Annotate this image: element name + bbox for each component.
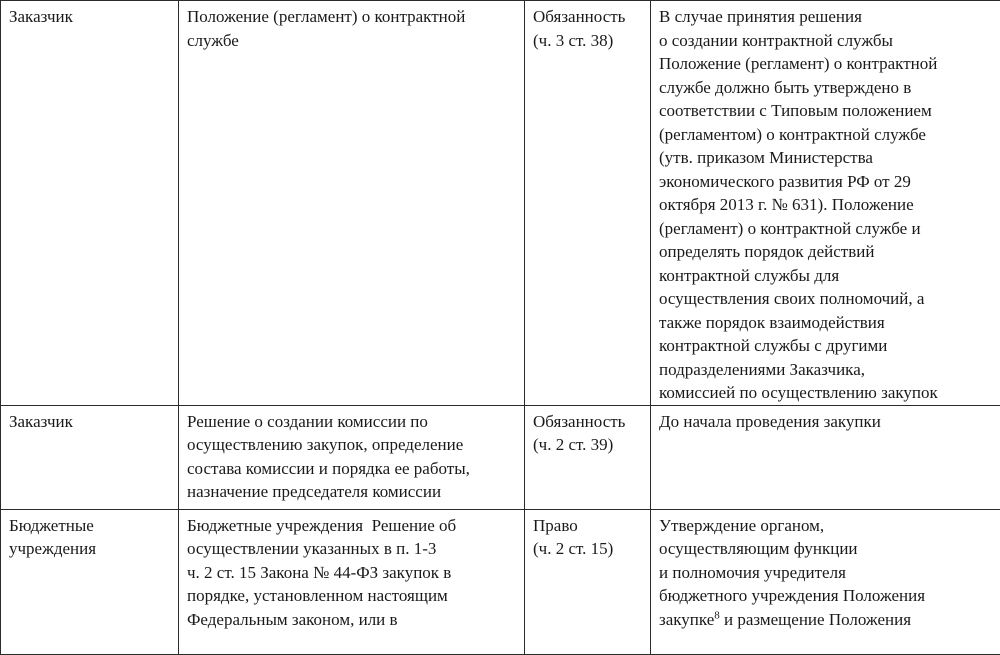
note-cell — [651, 1, 1000, 406]
cell-line: осуществляющим функции — [659, 537, 994, 561]
cell-line: осуществления своих полномочий, а — [659, 287, 994, 311]
cell-line: соответствии с Типовым положением — [659, 99, 994, 123]
cell-line: Решение о создании комиссии по — [187, 410, 518, 434]
cell-line: экономического развития РФ от 29 — [659, 170, 994, 194]
cell-line: ч. 2 ст. 15 Закона № 44-ФЗ закупок в — [187, 561, 518, 585]
cell-line: Право — [533, 514, 644, 538]
subject-cell — [1, 1, 179, 406]
cell-line: Заказчик — [9, 410, 172, 434]
cell-line: контрактной службы для — [659, 264, 994, 288]
cell-line: (утв. приказом Министерства — [659, 146, 994, 170]
cell-line: также порядок взаимодействия — [659, 311, 994, 335]
cell-line: и полномочия учредителя — [659, 561, 994, 585]
cell-line: Обязанность — [533, 410, 644, 434]
cell-line: службе должно быть утверждено в — [659, 76, 994, 100]
cell-line: контрактной службы с другими — [659, 334, 994, 358]
cell-line: Бюджетные учреждения Решение об — [187, 514, 518, 538]
type-cell — [525, 1, 651, 406]
footnote-marker: 8 — [714, 609, 720, 621]
cell-line: Положение (регламент) о контрактной — [659, 52, 994, 76]
note-text: закупке — [659, 610, 714, 629]
cell-line: определять порядок действий — [659, 240, 994, 264]
cell-line: о создании контрактной службы — [659, 29, 994, 53]
cell-line: осуществлению закупок, определение — [187, 433, 518, 457]
cell-line: Бюджетные — [9, 514, 172, 538]
subject-cell — [1, 405, 179, 509]
cell-line: В случае принятия решения — [659, 5, 994, 29]
cell-line: учреждения — [9, 537, 172, 561]
subject-cell — [1, 509, 179, 654]
table-row — [1, 405, 1000, 509]
document-cell — [179, 509, 525, 654]
cell-line: (ч. 3 ст. 38) — [533, 29, 644, 53]
cell-line: службе — [187, 29, 518, 53]
type-cell — [525, 405, 651, 509]
cell-line: комиссией по осуществлению закупок — [659, 381, 994, 405]
cell-line: Положение (регламент) о контрактной — [187, 5, 518, 29]
cell-line — [659, 608, 994, 632]
note-cell — [651, 509, 1000, 654]
table-row — [1, 509, 1000, 654]
cell-line: октября 2013 г. № 631). Положение — [659, 193, 994, 217]
cell-line: назначение председателя комиссии — [187, 480, 518, 504]
cell-line: Утверждение органом, — [659, 514, 994, 538]
cell-line: (ч. 2 ст. 39) — [533, 433, 644, 457]
cell-line: осуществлении указанных в п. 1-3 — [187, 537, 518, 561]
note-cell — [651, 405, 1000, 509]
cell-line: состава комиссии и порядка ее работы, — [187, 457, 518, 481]
cell-line: Федеральным законом, или в — [187, 608, 518, 632]
cell-line: Заказчик — [9, 5, 172, 29]
cell-line: Обязанность — [533, 5, 644, 29]
cell-line: (регламентом) о контрактной службе — [659, 123, 994, 147]
cell-line: бюджетного учреждения Положения — [659, 584, 994, 608]
cell-line: порядке, установленном настоящим — [187, 584, 518, 608]
cell-line: (регламент) о контрактной службе и — [659, 217, 994, 241]
document-cell — [179, 1, 525, 406]
cell-line: (ч. 2 ст. 15) — [533, 537, 644, 561]
cell-line: подразделениями Заказчика, — [659, 358, 994, 382]
table-row — [1, 1, 1000, 406]
type-cell — [525, 509, 651, 654]
document-cell — [179, 405, 525, 509]
note-text: и размещение Положения — [720, 610, 911, 629]
cell-line: До начала проведения закупки — [659, 410, 994, 434]
